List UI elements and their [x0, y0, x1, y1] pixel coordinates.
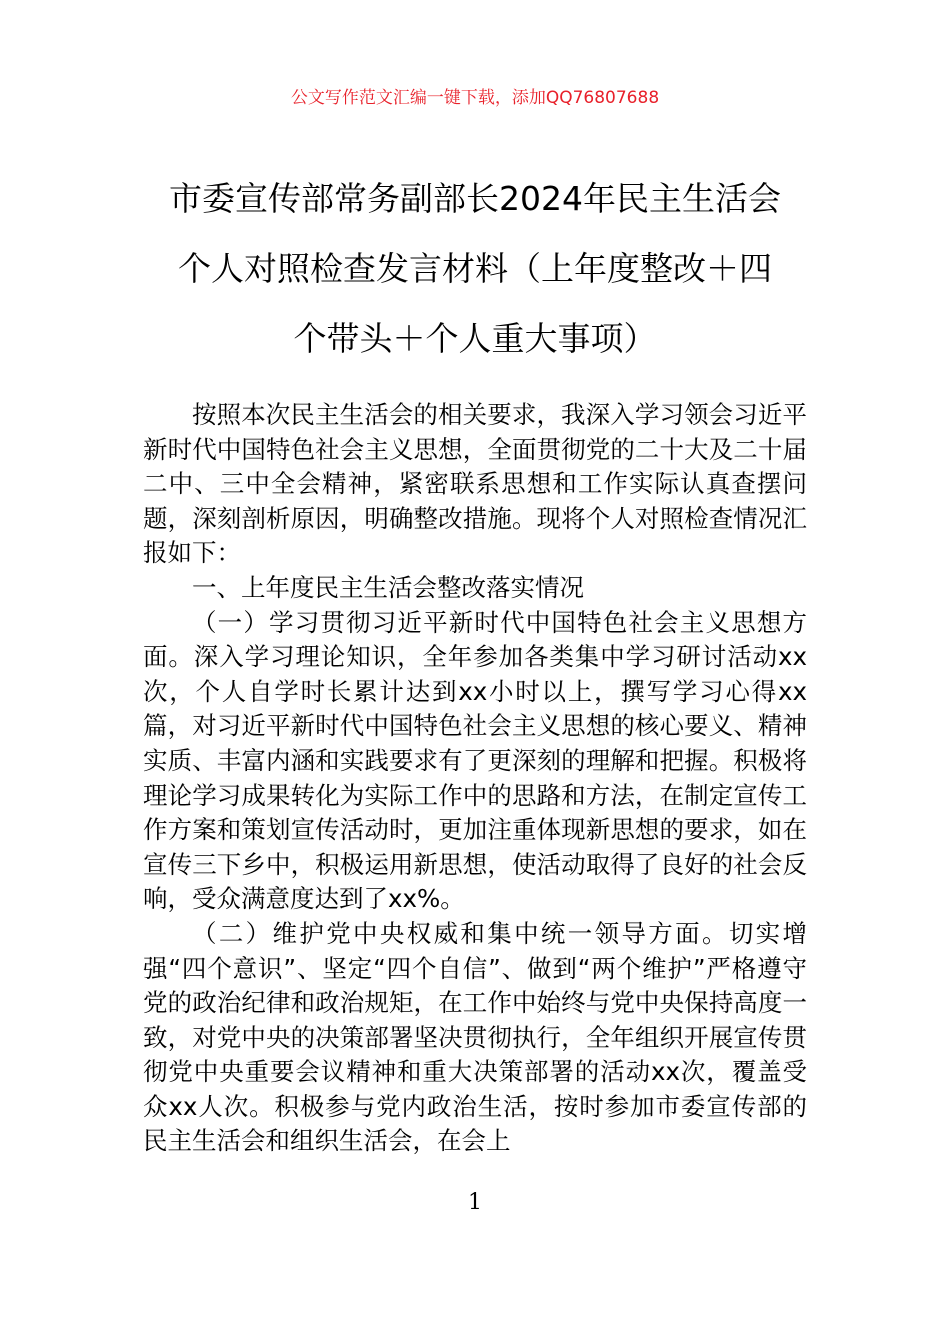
document-title [120, 164, 830, 374]
ad-header-text[interactable]: 公文写作范文汇编一键下载，添加QQ76807688 [290, 88, 660, 108]
title-line-1: 市委宣传部常务副部长2024年民主生活会 [169, 179, 781, 218]
subsection-paragraph-2: （二）维护党中央权威和集中统一领导方面。切实增强“四个意识”、坚定“四个自信”、做到“两个维护”严格遵守党的政治纪律和政治规矩，在工作中始终与党中央保持高度一致，对党中央的决策部署坚决贯彻执行，全年组织开展宣传贯彻党中央重要会议精神和重大决策部署的活动xx次，覆盖受众xx人次。积极参与党内政治生活，按时参加市委宣传部的民主生活会和组织生活会，在会上 [143, 918, 807, 1156]
section-heading-1: 一、上年度民主生活会整改落实情况 [192, 572, 584, 602]
page-number: 1 [468, 1190, 482, 1215]
intro-paragraph: 按照本次民主生活会的相关要求，我深入学习领会习近平新时代中国特色社会主义思想，全面贯彻党的二十大及二十届二中、三中全会精神，紧密联系思想和工作实际认真查摆问题，深刻剖析原因，明确整改措施。现将个人对照检查情况汇报如下： [143, 400, 807, 568]
subsection-paragraph-1: （一）学习贯彻习近平新时代中国特色社会主义思想方面。深入学习理论知识，全年参加各类集中学习研讨活动xx次，个人自学时长累计达到xx小时以上，撰写学习心得xx篇，对习近平新时代中国特色社会主义思想的核心要义、精神实质、丰富内涵和实践要求有了更深刻的理解和把握。积极将理论学习成果转化为实际工作中的思路和方法，在制定宣传工作方案和策划宣传活动时，更加注重体现新思想的要求，如在宣传三下乡中，积极运用新思想，使活动取得了良好的社会反响，受众满意度达到了xx%。 [143, 607, 807, 914]
title-line-2: 个人对照检查发言材料（上年度整改＋四 [178, 249, 772, 288]
title-line-3: 个带头＋个人重大事项） [293, 319, 657, 358]
document-body [143, 398, 807, 1159]
